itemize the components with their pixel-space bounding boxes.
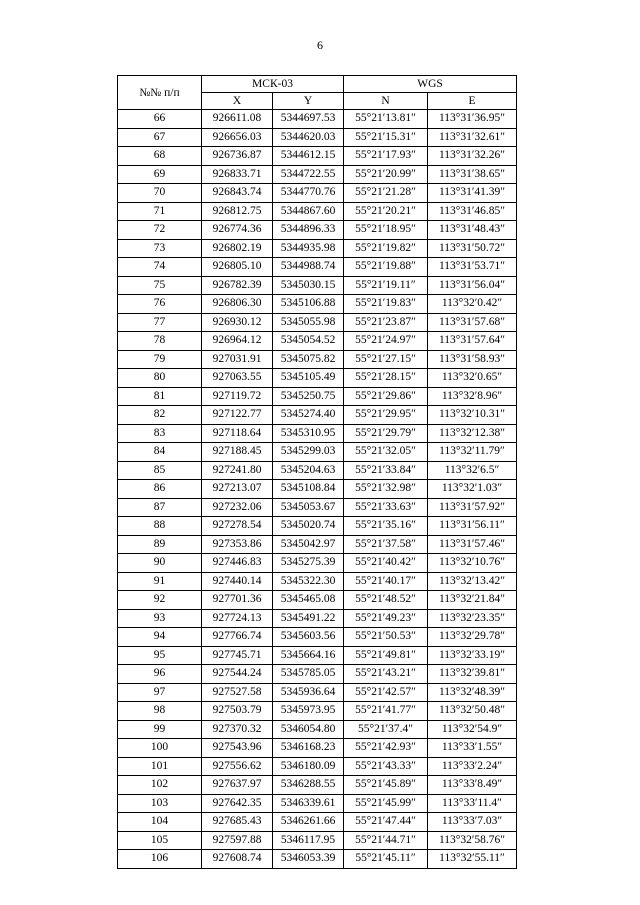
latitude-cell: 55°21′28.15″ (344, 369, 428, 388)
x-cell: 927232.06 (202, 498, 273, 517)
x-cell: 927063.55 (202, 369, 273, 388)
x-cell: 927608.74 (202, 850, 273, 869)
y-cell: 5344988.74 (273, 258, 344, 277)
point-number-cell: 67 (118, 128, 202, 147)
table-row (118, 591, 517, 610)
header-e: E (428, 93, 517, 110)
point-number-cell: 93 (118, 609, 202, 628)
longitude-cell: 113°31′58.93″ (428, 350, 517, 369)
table-row (118, 850, 517, 869)
longitude-cell: 113°31′36.95″ (428, 110, 517, 129)
latitude-cell: 55°21′19.83″ (344, 295, 428, 314)
header-y: Y (273, 93, 344, 110)
y-cell: 5346117.95 (273, 831, 344, 850)
latitude-cell: 55°21′40.42″ (344, 554, 428, 573)
x-cell: 926833.71 (202, 165, 273, 184)
y-cell: 5344697.53 (273, 110, 344, 129)
y-cell: 5344612.15 (273, 147, 344, 166)
point-number-cell: 98 (118, 702, 202, 721)
table-row (118, 350, 517, 369)
table-row (118, 387, 517, 406)
x-cell: 927440.14 (202, 572, 273, 591)
latitude-cell: 55°21′33.84″ (344, 461, 428, 480)
latitude-cell: 55°21′47.44″ (344, 813, 428, 832)
y-cell: 5345108.84 (273, 480, 344, 499)
longitude-cell: 113°32′29.78″ (428, 628, 517, 647)
longitude-cell: 113°32′58.76″ (428, 831, 517, 850)
point-number-cell: 97 (118, 683, 202, 702)
longitude-cell: 113°32′12.38″ (428, 424, 517, 443)
x-cell: 927597.88 (202, 831, 273, 850)
x-cell: 926656.03 (202, 128, 273, 147)
y-cell: 5345275.39 (273, 554, 344, 573)
table-row (118, 498, 517, 517)
latitude-cell: 55°21′21.28″ (344, 184, 428, 203)
latitude-cell: 55°21′20.21″ (344, 202, 428, 221)
latitude-cell: 55°21′19.82″ (344, 239, 428, 258)
longitude-cell: 113°32′1.03″ (428, 480, 517, 499)
x-cell: 927766.74 (202, 628, 273, 647)
y-cell: 5345299.03 (273, 443, 344, 462)
y-cell: 5345250.75 (273, 387, 344, 406)
x-cell: 926802.19 (202, 239, 273, 258)
latitude-cell: 55°21′42.57″ (344, 683, 428, 702)
point-number-cell: 77 (118, 313, 202, 332)
y-cell: 5346261.66 (273, 813, 344, 832)
x-cell: 926930.12 (202, 313, 273, 332)
table-row (118, 332, 517, 351)
x-cell: 926611.08 (202, 110, 273, 129)
longitude-cell: 113°31′53.71″ (428, 258, 517, 277)
longitude-cell: 113°32′23.35″ (428, 609, 517, 628)
x-cell: 926964.12 (202, 332, 273, 351)
y-cell: 5345105.49 (273, 369, 344, 388)
latitude-cell: 55°21′32.05″ (344, 443, 428, 462)
x-cell: 927118.64 (202, 424, 273, 443)
point-number-cell: 68 (118, 147, 202, 166)
x-cell: 927527.58 (202, 683, 273, 702)
table-row (118, 110, 517, 129)
point-number-cell: 96 (118, 665, 202, 684)
x-cell: 927122.77 (202, 406, 273, 425)
point-number-cell: 94 (118, 628, 202, 647)
y-cell: 5345042.97 (273, 535, 344, 554)
longitude-cell: 113°32′0.42″ (428, 295, 517, 314)
y-cell: 5345053.67 (273, 498, 344, 517)
y-cell: 5345204.63 (273, 461, 344, 480)
longitude-cell: 113°31′57.68″ (428, 313, 517, 332)
latitude-cell: 55°21′45.11″ (344, 850, 428, 869)
x-cell: 926736.87 (202, 147, 273, 166)
longitude-cell: 113°32′55.11″ (428, 850, 517, 869)
point-number-cell: 103 (118, 794, 202, 813)
latitude-cell: 55°21′42.93″ (344, 739, 428, 758)
y-cell: 5344722.55 (273, 165, 344, 184)
point-number-cell: 89 (118, 535, 202, 554)
longitude-cell: 113°32′21.84″ (428, 591, 517, 610)
latitude-cell: 55°21′13.81″ (344, 110, 428, 129)
table-row (118, 628, 517, 647)
point-number-cell: 74 (118, 258, 202, 277)
latitude-cell: 55°21′19.11″ (344, 276, 428, 295)
latitude-cell: 55°21′37.4″ (344, 720, 428, 739)
longitude-cell: 113°33′1.55″ (428, 739, 517, 758)
point-number-cell: 82 (118, 406, 202, 425)
point-number-cell: 99 (118, 720, 202, 739)
y-cell: 5345664.16 (273, 646, 344, 665)
point-number-cell: 66 (118, 110, 202, 129)
coordinates-table (117, 75, 517, 869)
latitude-cell: 55°21′17.93″ (344, 147, 428, 166)
header-n: N (344, 93, 428, 110)
latitude-cell: 55°21′49.81″ (344, 646, 428, 665)
table-header (118, 76, 517, 110)
x-cell: 927503.79 (202, 702, 273, 721)
point-number-cell: 83 (118, 424, 202, 443)
table-row (118, 258, 517, 277)
latitude-cell: 55°21′29.79″ (344, 424, 428, 443)
table-row (118, 535, 517, 554)
x-cell: 926774.36 (202, 221, 273, 240)
table-row (118, 554, 517, 573)
latitude-cell: 55°21′29.86″ (344, 387, 428, 406)
longitude-cell: 113°31′41.39″ (428, 184, 517, 203)
table-row (118, 609, 517, 628)
y-cell: 5344770.76 (273, 184, 344, 203)
point-number-cell: 76 (118, 295, 202, 314)
point-number-cell: 102 (118, 776, 202, 795)
latitude-cell: 55°21′24.97″ (344, 332, 428, 351)
x-cell: 926782.39 (202, 276, 273, 295)
latitude-cell: 55°21′32.98″ (344, 480, 428, 499)
latitude-cell: 55°21′45.99″ (344, 794, 428, 813)
latitude-cell: 55°21′45.89″ (344, 776, 428, 795)
y-cell: 5345603.56 (273, 628, 344, 647)
point-number-cell: 90 (118, 554, 202, 573)
table-row (118, 739, 517, 758)
point-number-cell: 104 (118, 813, 202, 832)
table-row (118, 720, 517, 739)
longitude-cell: 113°31′32.61″ (428, 128, 517, 147)
longitude-cell: 113°32′13.42″ (428, 572, 517, 591)
y-cell: 5345465.08 (273, 591, 344, 610)
longitude-cell: 113°32′0.65″ (428, 369, 517, 388)
longitude-cell: 113°33′7.03″ (428, 813, 517, 832)
header-wgs: WGS (344, 76, 517, 93)
y-cell: 5346054.80 (273, 720, 344, 739)
point-number-cell: 78 (118, 332, 202, 351)
latitude-cell: 55°21′19.88″ (344, 258, 428, 277)
x-cell: 927188.45 (202, 443, 273, 462)
longitude-cell: 113°31′46.85″ (428, 202, 517, 221)
y-cell: 5346339.61 (273, 794, 344, 813)
y-cell: 5346168.23 (273, 739, 344, 758)
x-cell: 927556.62 (202, 757, 273, 776)
latitude-cell: 55°21′40.17″ (344, 572, 428, 591)
latitude-cell: 55°21′33.63″ (344, 498, 428, 517)
x-cell: 927685.43 (202, 813, 273, 832)
y-cell: 5345491.22 (273, 609, 344, 628)
point-number-cell: 87 (118, 498, 202, 517)
latitude-cell: 55°21′35.16″ (344, 517, 428, 536)
table-row (118, 184, 517, 203)
latitude-cell: 55°21′20.99″ (344, 165, 428, 184)
point-number-cell: 84 (118, 443, 202, 462)
longitude-cell: 113°32′54.9″ (428, 720, 517, 739)
y-cell: 5345973.95 (273, 702, 344, 721)
y-cell: 5346180.09 (273, 757, 344, 776)
point-number-cell: 79 (118, 350, 202, 369)
latitude-cell: 55°21′23.87″ (344, 313, 428, 332)
x-cell: 926843.74 (202, 184, 273, 203)
table-row (118, 665, 517, 684)
latitude-cell: 55°21′50.53″ (344, 628, 428, 647)
longitude-cell: 113°31′48.43″ (428, 221, 517, 240)
table-row (118, 128, 517, 147)
x-cell: 927213.07 (202, 480, 273, 499)
table-row (118, 369, 517, 388)
y-cell: 5345020.74 (273, 517, 344, 536)
table-row (118, 221, 517, 240)
table-row (118, 239, 517, 258)
x-cell: 927119.72 (202, 387, 273, 406)
point-number-cell: 91 (118, 572, 202, 591)
header-x: X (202, 93, 273, 110)
x-cell: 927370.32 (202, 720, 273, 739)
x-cell: 927637.97 (202, 776, 273, 795)
latitude-cell: 55°21′43.21″ (344, 665, 428, 684)
point-number-cell: 80 (118, 369, 202, 388)
point-number-cell: 81 (118, 387, 202, 406)
x-cell: 927642.35 (202, 794, 273, 813)
longitude-cell: 113°31′50.72″ (428, 239, 517, 258)
point-number-cell: 75 (118, 276, 202, 295)
page-number: 6 (317, 38, 323, 52)
longitude-cell: 113°32′8.96″ (428, 387, 517, 406)
latitude-cell: 55°21′48.52″ (344, 591, 428, 610)
table-row (118, 831, 517, 850)
table-row (118, 702, 517, 721)
table-row (118, 646, 517, 665)
table-row (118, 313, 517, 332)
table-row (118, 813, 517, 832)
y-cell: 5344620.03 (273, 128, 344, 147)
table-row (118, 461, 517, 480)
point-number-cell: 95 (118, 646, 202, 665)
table-row (118, 295, 517, 314)
y-cell: 5345936.64 (273, 683, 344, 702)
y-cell: 5345030.15 (273, 276, 344, 295)
y-cell: 5345322.30 (273, 572, 344, 591)
table-row (118, 202, 517, 221)
table-row (118, 757, 517, 776)
table-row (118, 683, 517, 702)
y-cell: 5346288.55 (273, 776, 344, 795)
longitude-cell: 113°33′8.49″ (428, 776, 517, 795)
longitude-cell: 113°33′11.4″ (428, 794, 517, 813)
table-row (118, 165, 517, 184)
point-number-cell: 70 (118, 184, 202, 203)
x-cell: 927745.71 (202, 646, 273, 665)
point-number-cell: 105 (118, 831, 202, 850)
table-row (118, 517, 517, 536)
point-number-cell: 100 (118, 739, 202, 758)
x-cell: 926805.10 (202, 258, 273, 277)
y-cell: 5344896.33 (273, 221, 344, 240)
longitude-cell: 113°33′2.24″ (428, 757, 517, 776)
point-number-cell: 106 (118, 850, 202, 869)
table-row (118, 406, 517, 425)
longitude-cell: 113°32′48.39″ (428, 683, 517, 702)
latitude-cell: 55°21′18.95″ (344, 221, 428, 240)
y-cell: 5344867.60 (273, 202, 344, 221)
longitude-cell: 113°31′56.11″ (428, 517, 517, 536)
x-cell: 927543.96 (202, 739, 273, 758)
longitude-cell: 113°31′57.46″ (428, 535, 517, 554)
y-cell: 5345785.05 (273, 665, 344, 684)
longitude-cell: 113°32′10.76″ (428, 554, 517, 573)
x-cell: 927241.80 (202, 461, 273, 480)
longitude-cell: 113°31′32.26″ (428, 147, 517, 166)
longitude-cell: 113°31′38.65″ (428, 165, 517, 184)
longitude-cell: 113°32′10.31″ (428, 406, 517, 425)
longitude-cell: 113°32′33.19″ (428, 646, 517, 665)
x-cell: 927353.86 (202, 535, 273, 554)
longitude-cell: 113°32′39.81″ (428, 665, 517, 684)
y-cell: 5345274.40 (273, 406, 344, 425)
table-row (118, 424, 517, 443)
latitude-cell: 55°21′15.31″ (344, 128, 428, 147)
x-cell: 927701.36 (202, 591, 273, 610)
y-cell: 5345054.52 (273, 332, 344, 351)
table-row (118, 572, 517, 591)
x-cell: 927724.13 (202, 609, 273, 628)
latitude-cell: 55°21′41.77″ (344, 702, 428, 721)
table-row (118, 480, 517, 499)
point-number-cell: 88 (118, 517, 202, 536)
table-row (118, 794, 517, 813)
x-cell: 927031.91 (202, 350, 273, 369)
x-cell: 927278.54 (202, 517, 273, 536)
table-row (118, 147, 517, 166)
longitude-cell: 113°31′57.64″ (428, 332, 517, 351)
latitude-cell: 55°21′27.15″ (344, 350, 428, 369)
header-number: №№ п/п (118, 76, 202, 110)
latitude-cell: 55°21′44.71″ (344, 831, 428, 850)
table-row (118, 276, 517, 295)
point-number-cell: 85 (118, 461, 202, 480)
table-row (118, 443, 517, 462)
point-number-cell: 92 (118, 591, 202, 610)
y-cell: 5345310.95 (273, 424, 344, 443)
x-cell: 926806.30 (202, 295, 273, 314)
point-number-cell: 101 (118, 757, 202, 776)
longitude-cell: 113°32′50.48″ (428, 702, 517, 721)
x-cell: 927544.24 (202, 665, 273, 684)
table-row (118, 776, 517, 795)
point-number-cell: 86 (118, 480, 202, 499)
latitude-cell: 55°21′43.33″ (344, 757, 428, 776)
header-msk03: МСК-03 (202, 76, 344, 93)
x-cell: 927446.83 (202, 554, 273, 573)
latitude-cell: 55°21′29.95″ (344, 406, 428, 425)
longitude-cell: 113°32′6.5″ (428, 461, 517, 480)
longitude-cell: 113°31′57.92″ (428, 498, 517, 517)
y-cell: 5346053.39 (273, 850, 344, 869)
latitude-cell: 55°21′37.58″ (344, 535, 428, 554)
point-number-cell: 73 (118, 239, 202, 258)
longitude-cell: 113°32′11.79″ (428, 443, 517, 462)
point-number-cell: 71 (118, 202, 202, 221)
point-number-cell: 69 (118, 165, 202, 184)
y-cell: 5345075.82 (273, 350, 344, 369)
table-body (118, 110, 517, 869)
x-cell: 926812.75 (202, 202, 273, 221)
y-cell: 5345106.88 (273, 295, 344, 314)
y-cell: 5344935.98 (273, 239, 344, 258)
point-number-cell: 72 (118, 221, 202, 240)
longitude-cell: 113°31′56.04″ (428, 276, 517, 295)
latitude-cell: 55°21′49.23″ (344, 609, 428, 628)
y-cell: 5345055.98 (273, 313, 344, 332)
